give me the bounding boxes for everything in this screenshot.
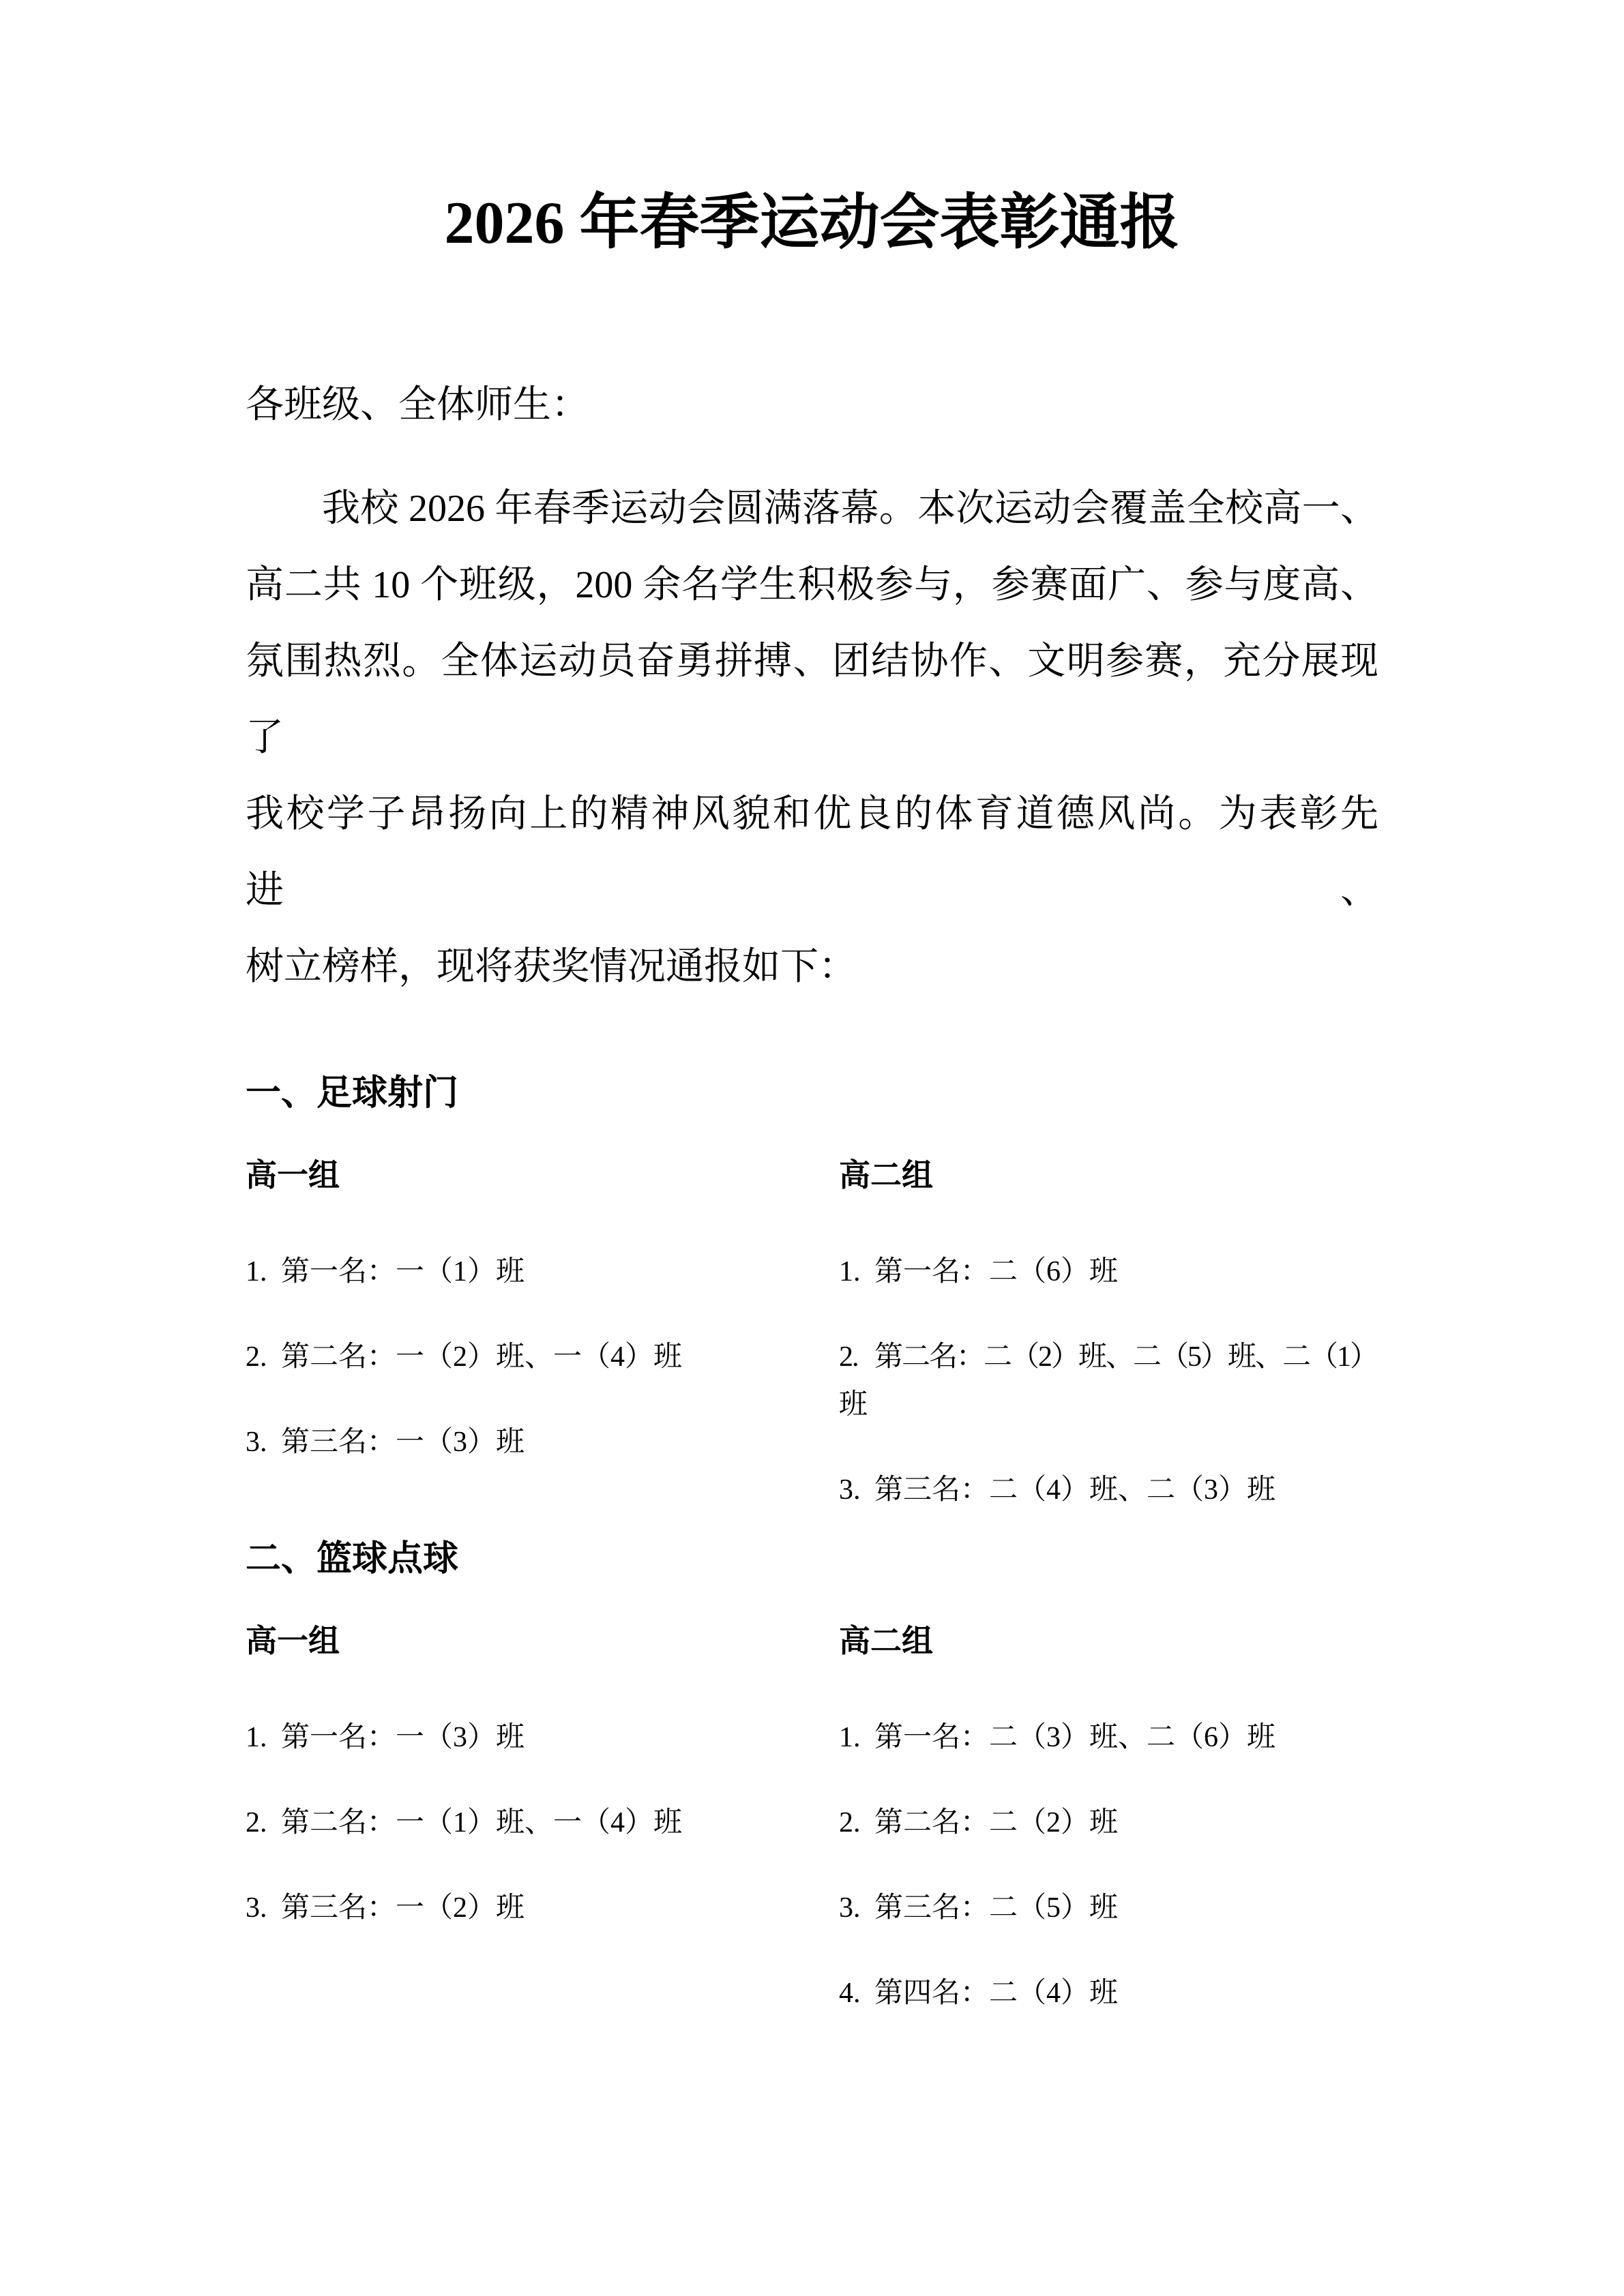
paragraph-line: 氛围热烈。全体运动员奋勇拼搏、团结协作、文明参赛，充分展现了 <box>246 640 1378 759</box>
list-item <box>246 1333 839 1381</box>
section-basketball <box>246 1532 1378 2017</box>
paragraph-line: 高二共 10 个班级，200 余名学生积极参与，参赛面广、参与度高、 <box>246 564 1378 606</box>
column-grade1 <box>246 1120 839 1466</box>
item-number: 1. <box>839 1722 861 1753</box>
award-list <box>839 1248 1378 1514</box>
item-number: 2. <box>839 1341 858 1373</box>
item-number: 4. <box>839 1978 861 2009</box>
paragraph-line: 树立榜样，现将获奖情况通报如下： <box>246 946 857 988</box>
item-text: 第一名：一（3）班 <box>281 1722 525 1753</box>
item-number: 2. <box>246 1807 267 1838</box>
list-item <box>839 1333 1378 1429</box>
item-text: 第三名：二（5）班 <box>874 1892 1119 1924</box>
item-text: 第二名：一（1）班、一（4）班 <box>281 1807 683 1838</box>
paragraph-line: 我校 2026 年春季运动会圆满落幕。本次运动会覆盖全校高一、 <box>322 488 1378 530</box>
list-item <box>839 1799 1378 1847</box>
list-item <box>839 1884 1378 1932</box>
intro-paragraph <box>246 471 1378 1005</box>
item-text: 第二名：二（2）班 <box>874 1807 1119 1838</box>
list-item <box>839 1248 1378 1296</box>
columns-row <box>246 1586 1378 2017</box>
group-label: 高二组 <box>839 1157 933 1193</box>
item-number: 3. <box>246 1892 267 1924</box>
section-football <box>246 1066 1378 1514</box>
item-text: 第二名：一（2）班、一（4）班 <box>281 1341 683 1373</box>
award-list <box>839 1714 1378 2017</box>
list-item <box>246 1884 839 1932</box>
section-heading: 二、篮球点球 <box>246 1539 459 1579</box>
item-text: 第三名：二（4）班、二（3）班 <box>874 1474 1276 1506</box>
item-number: 3. <box>839 1892 861 1924</box>
item-number: 1. <box>246 1256 267 1287</box>
list-item <box>839 1466 1378 1514</box>
list-item <box>246 1248 839 1296</box>
item-text-wrap: 班 <box>839 1389 868 1420</box>
list-item <box>839 1969 1378 2017</box>
item-number: 1. <box>246 1722 267 1753</box>
item-text: 第二名：二（2）班、二（5）班、二（1） <box>874 1341 1378 1373</box>
item-text: 第三名：一（3）班 <box>281 1427 525 1458</box>
item-text: 第一名：一（1）班 <box>281 1256 525 1287</box>
column-grade2 <box>839 1586 1378 2017</box>
column-grade2 <box>839 1120 1378 1514</box>
list-item <box>246 1799 839 1847</box>
item-text: 第四名：二（4）班 <box>874 1978 1119 2009</box>
group-label: 高二组 <box>839 1623 933 1658</box>
group-label: 高一组 <box>246 1623 340 1658</box>
item-number: 3. <box>839 1474 861 1506</box>
list-item <box>246 1714 839 1761</box>
award-list <box>246 1714 839 1932</box>
list-item <box>839 1714 1378 1761</box>
group-label: 高一组 <box>246 1157 340 1193</box>
columns-row <box>246 1120 1378 1514</box>
document-title: 2026 年春季运动会表彰通报 <box>444 190 1180 256</box>
salutation-line: 各班级、全体师生： <box>246 384 589 426</box>
item-text: 第一名：二（3）班、二（6）班 <box>874 1722 1276 1753</box>
item-number: 3. <box>246 1427 267 1458</box>
list-item <box>246 1418 839 1466</box>
column-grade1 <box>246 1586 839 1932</box>
section-heading: 一、足球射门 <box>246 1073 459 1113</box>
item-number: 2. <box>839 1807 861 1838</box>
item-text: 第三名：一（2）班 <box>281 1892 525 1924</box>
item-number: 2. <box>246 1341 267 1373</box>
award-list <box>246 1248 839 1466</box>
paragraph-line: 我校学子昂扬向上的精神风貌和优良的体育道德风尚。为表彰先进、 <box>246 793 1378 912</box>
item-text: 第一名：二（6）班 <box>874 1256 1119 1287</box>
item-number: 1. <box>839 1256 861 1287</box>
